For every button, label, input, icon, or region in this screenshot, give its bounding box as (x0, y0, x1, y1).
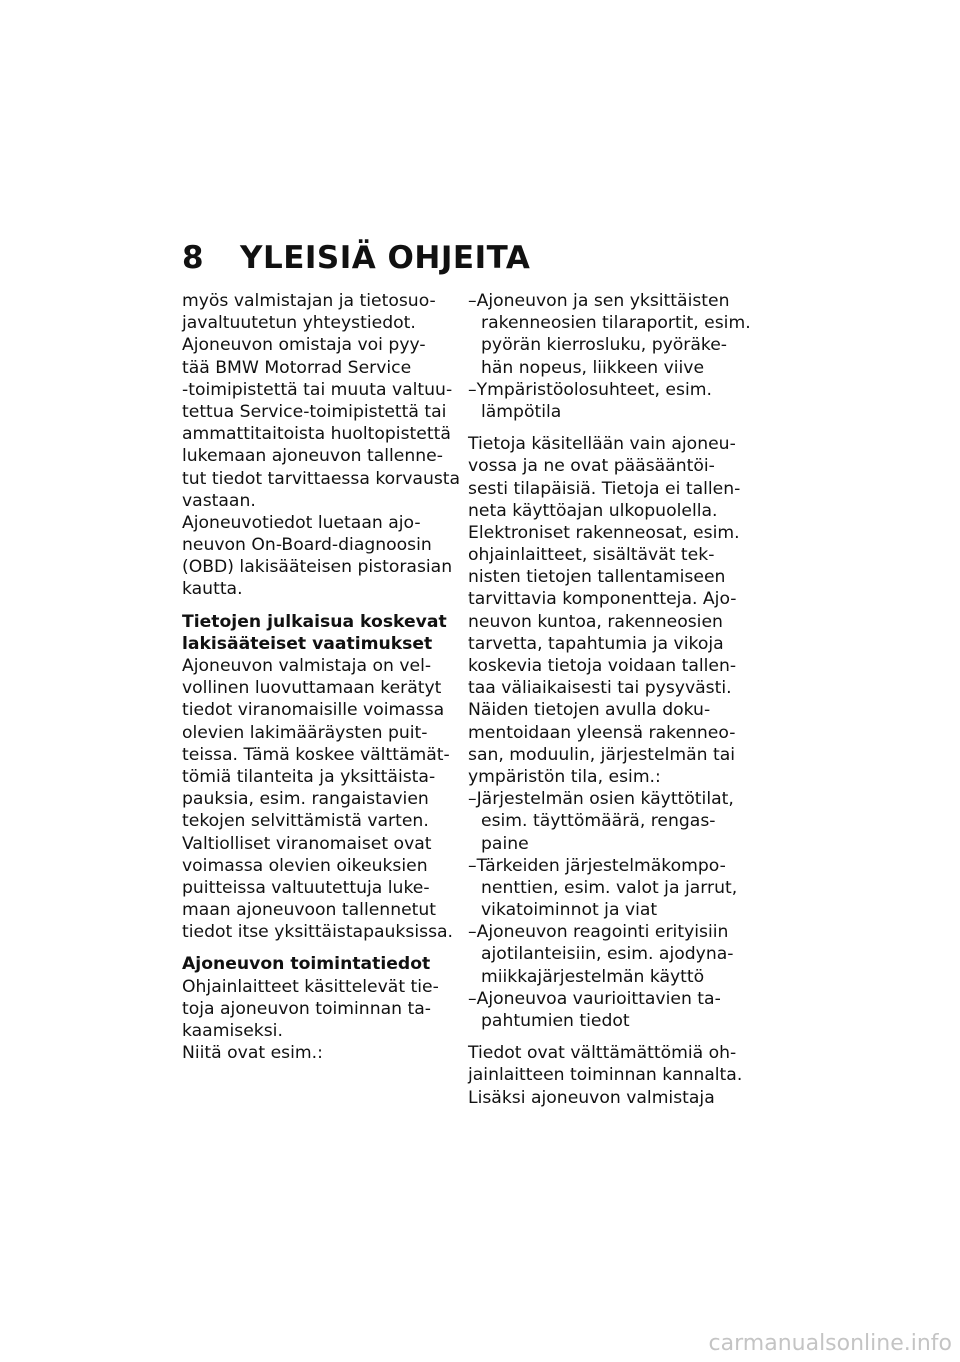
list-item-continuation: ajotilanteisiin, esim. ajodyna- (481, 944, 734, 965)
page-title (182, 240, 530, 276)
paragraph-line: teissa. Tämä koskee välttämät- (182, 744, 450, 765)
paragraph-line: Ajoneuvon valmistaja on vel- (182, 656, 432, 676)
paragraph-line: sesti tilapäisiä. Tietoja ei tallen- (468, 478, 741, 499)
paragraph-line: tarvetta, tapahtumia ja vikoja (468, 633, 724, 654)
paragraph-line: Niitä ovat esim.: (182, 1043, 323, 1064)
list-item-continuation: esim. täyttömäärä, rengas- (481, 811, 716, 832)
paragraph-line: san, moduulin, järjestelmän tai (468, 744, 736, 765)
list-item-continuation: paine (481, 833, 529, 854)
paragraph-line: tiedot itse yksittäistapauksissa. (182, 922, 454, 943)
paragraph-line: kautta. (182, 579, 243, 600)
paragraph-line: Lisäksi ajoneuvon valmistaja (468, 1087, 715, 1108)
paragraph-line: tut tiedot tarvittaessa korvausta (182, 468, 461, 489)
right-column (468, 290, 751, 1109)
list-item: –Ajoneuvon ja sen yksittäisten (468, 291, 730, 311)
paragraph-line: pauksia, esim. rangaistavien (182, 789, 429, 810)
paragraph-line: -toimipistettä tai muuta valtuu- (182, 379, 453, 400)
paragraph-line: koskevia tietoja voidaan tallen- (468, 656, 737, 676)
footer-watermark: carmanualsonline.info (708, 1331, 952, 1356)
paragraph-line: neta käyttöajan ulkopuolella. (468, 500, 718, 521)
paragraph-line: vastaan. (182, 490, 256, 511)
paragraph-line: Näiden tietojen avulla doku- (468, 700, 711, 721)
paragraph-line: nisten tietojen tallentamiseen (468, 567, 726, 588)
list-item: –Järjestelmän osien käyttötilat, (468, 789, 734, 810)
list-item-continuation: nenttien, esim. valot ja jarrut, (481, 877, 738, 898)
paragraph-line: vollinen luovuttamaan kerätyt (182, 678, 442, 699)
paragraph-line: neuvon On-Board-diagnoosin (182, 535, 432, 556)
paragraph-line: tettua Service-toimipistettä tai (182, 401, 447, 422)
paragraph-line: myös valmistajan ja tietosuo- (182, 291, 436, 311)
paragraph-line: maan ajoneuvoon tallennetut (182, 900, 437, 921)
paragraph-line: taa väliaikaisesti tai pysyvästi. (468, 678, 732, 699)
list-item-continuation: rakenneosien tilaraportit, esim. (481, 313, 751, 334)
paragraph-line: Tietoja käsitellään vain ajoneu- (468, 434, 736, 455)
list-item-continuation: miikkajärjestelmän käyttö (481, 966, 705, 987)
list-item: –Ympäristöolosuhteet, esim. (468, 379, 712, 400)
section-heading: Tietojen julkaisua koskevat (182, 611, 447, 632)
paragraph-line: javaltuutetun yhteystiedot. (182, 313, 416, 334)
paragraph-line: Ajoneuvon omistaja voi pyy- (182, 335, 426, 356)
chapter-number: 8 (182, 240, 205, 276)
chapter-title: YLEISIÄ OHJEITA (240, 240, 531, 276)
paragraph-line: puitteissa valtuutettuja luke- (182, 877, 430, 898)
left-column (182, 290, 461, 1064)
paragraph-line: kaamiseksi. (182, 1021, 283, 1041)
list-item-continuation: pahtumien tiedot (481, 1011, 630, 1031)
paragraph-line: Elektroniset rakenneosat, esim. (468, 522, 740, 543)
paragraph-line: tömiä tilanteita ja yksittäista- (182, 766, 436, 787)
paragraph-line: olevien lakimääräysten puit- (182, 722, 428, 743)
paragraph-line: ympäristön tila, esim.: (468, 766, 661, 787)
list-item-continuation: vikatoiminnot ja viat (481, 900, 658, 921)
paragraph-line: tarvittavia komponentteja. Ajo- (468, 589, 737, 610)
paragraph-line: ammattitaitoista huoltopistettä (182, 424, 451, 445)
section-heading: Ajoneuvon toimintatiedot (182, 954, 431, 975)
paragraph-line: tekojen selvittämistä varten. (182, 811, 429, 832)
list-item: –Ajoneuvoa vaurioittavien ta- (468, 988, 721, 1009)
paragraph-line: tiedot viranomaisille voimassa (182, 700, 445, 721)
paragraph-line: Valtiolliset viranomaiset ovat (182, 833, 432, 854)
paragraph-line: voimassa olevien oikeuksien (182, 855, 428, 876)
paragraph-line: Tiedot ovat välttämättömiä oh- (468, 1043, 737, 1064)
paragraph-line: ohjainlaitteet, sisältävät tek- (468, 545, 715, 566)
list-item: –Ajoneuvon reagointi erityisiin (468, 922, 729, 943)
paragraph-line: (OBD) lakisääteisen pistorasian (182, 557, 453, 578)
list-item-continuation: hän nopeus, liikkeen viive (481, 357, 705, 378)
paragraph-line: jainlaitteen toiminnan kannalta. (468, 1065, 743, 1086)
section-heading: lakisääteiset vaatimukset (182, 633, 433, 654)
list-item: –Tärkeiden järjestelmäkompo- (468, 855, 726, 876)
paragraph-line: toja ajoneuvon toiminnan ta- (182, 998, 431, 1019)
paragraph-line: Ohjainlaitteet käsittelevät tie- (182, 976, 439, 997)
paragraph-line: neuvon kuntoa, rakenneosien (468, 611, 723, 632)
paragraph-line: tää BMW Motorrad Service (182, 357, 412, 378)
paragraph-line: vossa ja ne ovat pääsääntöi- (468, 456, 715, 477)
paragraph-line: mentoidaan yleensä rakenneo- (468, 722, 736, 743)
list-item-continuation: lämpötila (481, 401, 562, 422)
paragraph-line: Ajoneuvotiedot luetaan ajo- (182, 512, 421, 533)
paragraph-line: lukemaan ajoneuvon tallenne- (182, 446, 443, 467)
list-item-continuation: pyörän kierrosluku, pyöräke- (481, 335, 728, 356)
